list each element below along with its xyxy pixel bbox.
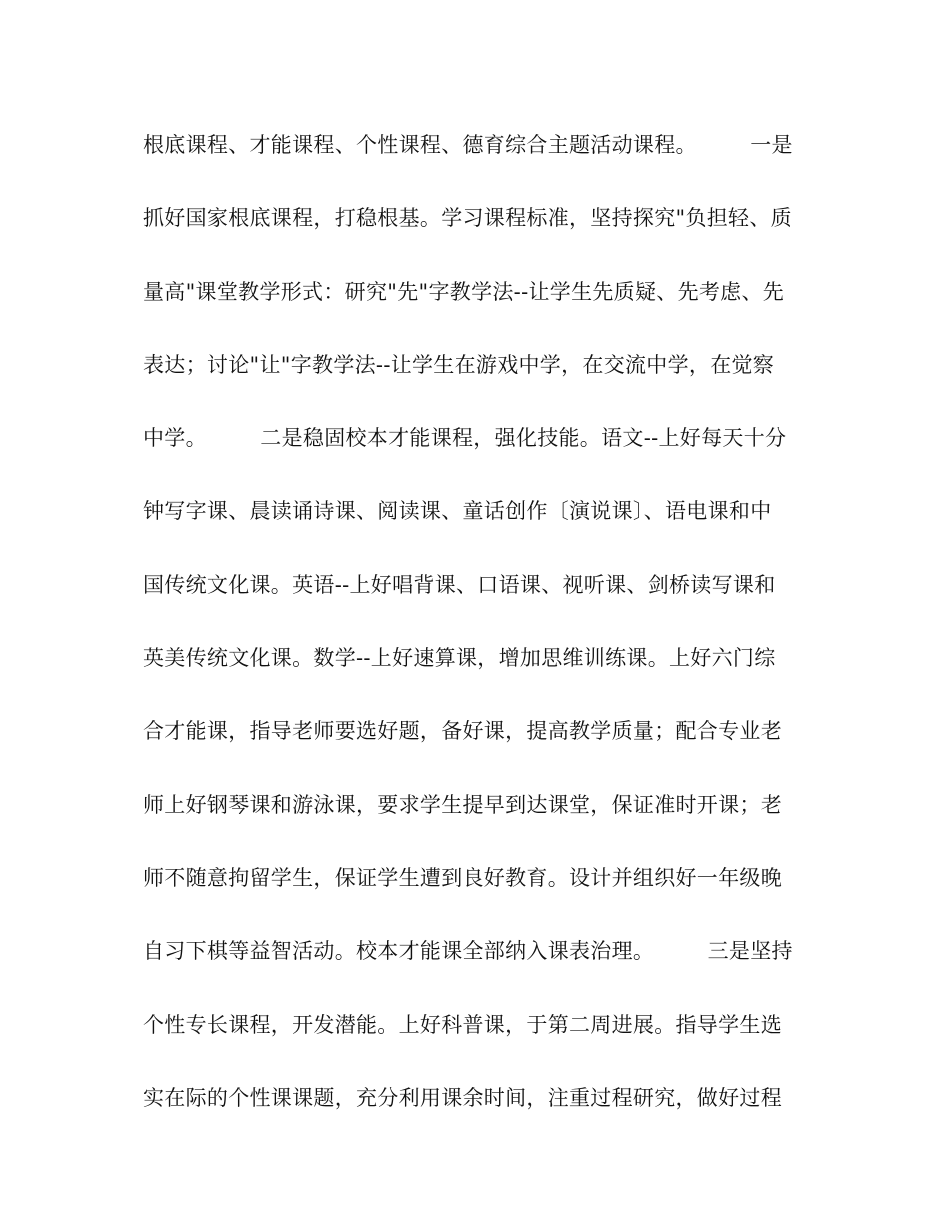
text-line-1: 根底课程、才能课程、个性课程、德育综合主题活动课程。 一是 — [143, 133, 793, 157]
text-line-12: 自习下棋等益智活动。校本才能课全部纳入课表治理。 三是坚持 — [143, 939, 793, 964]
text-line-7: 国传统文化课。英语--上好唱背课、口语课、视听课、剑桥读写课和 — [143, 572, 776, 597]
text-line-2: 抓好国家根底课程，打稳根基。学习课程标准，坚持探究"负担轻、质 — [143, 206, 792, 231]
text-line-9: 合才能课，指导老师要选好题，备好课，提高教学质量；配合专业老 — [143, 719, 782, 744]
body-text — [143, 122, 809, 1148]
text-line-8: 英美传统文化课。数学--上好速算课，增加思维训练课。上好六门综 — [143, 646, 776, 671]
text-line-11: 师不随意拘留学生，保证学生遭到良好教育。设计并组织好一年级晚 — [143, 865, 782, 890]
text-line-6: 钟写字课、晨读诵诗课、阅读课、童话创作〔演说课〕、语电课和中 — [143, 499, 772, 524]
text-line-14: 实在际的个性课课题，充分利用课余时间，注重过程研究，做好过程 — [143, 1085, 782, 1110]
text-line-3: 量高"课堂教学形式：研究"先"字教学法--让学生先质疑、先考虑、先 — [143, 279, 785, 304]
text-line-13: 个性专长课程，开发潜能。上好科普课，于第二周进展。指导学生选 — [143, 1012, 782, 1037]
text-line-10: 师上好钢琴课和游泳课，要求学生提早到达课堂，保证准时开课；老 — [143, 792, 782, 817]
text-line-5: 中学。 二是稳固校本才能课程，强化技能。语文--上好每天十分 — [143, 426, 787, 451]
text-line-4: 表达；讨论"让"字教学法--让学生在游戏中学，在交流中学，在觉察 — [143, 352, 775, 377]
